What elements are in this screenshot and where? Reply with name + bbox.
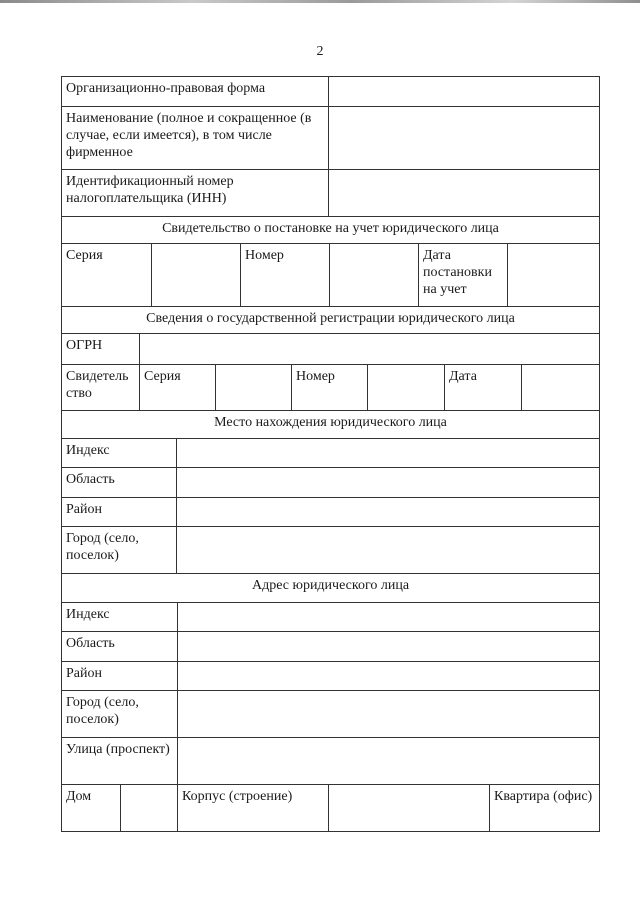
org-form-field[interactable] <box>328 77 599 106</box>
page-number: 2 <box>316 44 324 59</box>
state-reg-section-title: Сведения о государственной регистрации юридического лица <box>146 311 515 326</box>
state-series-label: Серия <box>139 365 215 410</box>
state-cert-label: Свидетель ство <box>66 369 129 401</box>
location-city-field[interactable] <box>176 527 599 573</box>
inn-row <box>62 169 599 216</box>
location-city-label: Город (село, поселок) <box>66 531 139 563</box>
state-reg-section-header <box>62 306 599 333</box>
cert-date-field[interactable] <box>507 244 599 306</box>
address-region-label: Область <box>66 636 115 651</box>
location-index-label: Индекс <box>66 443 110 458</box>
address-index-label: Индекс <box>66 607 110 622</box>
name-field[interactable] <box>328 107 599 169</box>
org-form-row <box>62 76 599 106</box>
state-number-field[interactable] <box>367 365 444 410</box>
inn-field[interactable] <box>328 170 599 216</box>
location-region-row <box>62 467 599 497</box>
location-index-row <box>62 438 599 467</box>
address-district-row <box>62 661 599 690</box>
state-date-label: Дата <box>444 365 521 410</box>
location-section-header <box>62 410 599 438</box>
scan-edge <box>0 0 640 3</box>
location-region-field[interactable] <box>176 468 599 497</box>
name-row <box>62 106 599 169</box>
address-section-title: Адрес юридического лица <box>251 578 410 593</box>
address-index-field[interactable] <box>177 603 599 631</box>
address-city-row <box>62 690 599 737</box>
state-cert-row <box>62 364 599 410</box>
location-district-label: Район <box>66 502 102 517</box>
certificate-section-title: Свидетельство о постановке на учет юридического лица <box>162 221 499 236</box>
address-building-field[interactable] <box>328 785 489 831</box>
address-house-field[interactable] <box>120 785 177 831</box>
state-date-field[interactable] <box>521 365 599 410</box>
cert-date-label: Дата постановки на учет <box>418 244 507 306</box>
address-street-label: Улица (проспект) <box>66 742 170 757</box>
address-index-row <box>62 602 599 631</box>
address-city-field[interactable] <box>177 691 599 737</box>
ogrn-field[interactable] <box>139 334 599 364</box>
location-district-field[interactable] <box>176 498 599 526</box>
cert-number-field[interactable] <box>329 244 418 306</box>
ogrn-label: ОГРН <box>66 338 103 353</box>
address-house-row <box>62 784 599 831</box>
address-street-row <box>62 737 599 784</box>
cert-number-label: Номер <box>240 244 329 306</box>
org-form-label: Организационно-правовая форма <box>66 81 266 96</box>
certificate-section-header <box>62 216 599 243</box>
ogrn-row <box>62 333 599 364</box>
address-city-label: Город (село, поселок) <box>66 695 139 727</box>
state-number-label: Номер <box>291 365 367 410</box>
cert-series-label: Серия <box>66 248 103 263</box>
cert-series-field[interactable] <box>151 244 240 306</box>
state-series-field[interactable] <box>215 365 291 410</box>
registration-form <box>61 76 600 832</box>
address-district-label: Район <box>66 666 102 681</box>
address-region-row <box>62 631 599 661</box>
location-section-title: Место нахождения юридического лица <box>214 415 447 430</box>
address-section-header <box>62 573 599 602</box>
inn-label: Идентификационный номер налогоплательщика (ИНН) <box>66 174 234 206</box>
location-city-row <box>62 526 599 573</box>
address-house-label: Дом <box>66 789 92 804</box>
location-district-row <box>62 497 599 526</box>
address-apartment-label: Квартира (офис) <box>489 785 599 831</box>
name-label: Наименование (полное и сокращенное (в случае, если имеется), в том числе фирменное <box>66 111 312 160</box>
certificate-row <box>62 243 599 306</box>
location-index-field[interactable] <box>176 439 599 467</box>
address-district-field[interactable] <box>177 662 599 690</box>
location-region-label: Область <box>66 472 115 487</box>
address-building-label: Корпус (строение) <box>177 785 328 831</box>
address-street-field[interactable] <box>177 738 599 784</box>
address-region-field[interactable] <box>177 632 599 661</box>
